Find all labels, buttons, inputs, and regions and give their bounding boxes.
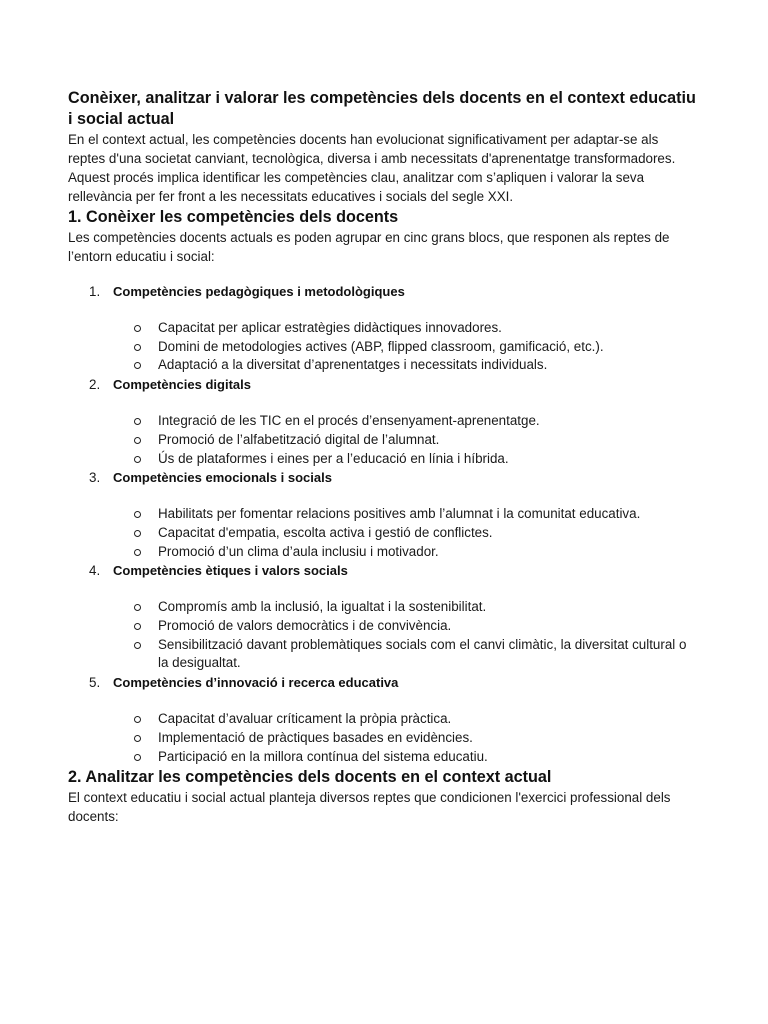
list-item <box>113 338 698 357</box>
list-item <box>113 319 698 338</box>
list-item-text: Adaptació a la diversitat d’aprenentatges i necessitats individuals. <box>158 357 548 373</box>
block-items-list <box>113 319 698 375</box>
competence-block <box>68 468 698 561</box>
list-item-text: Habilitats per fomentar relacions positives amb l’alumnat i la comunitat educativa. <box>158 506 641 522</box>
list-item <box>113 748 698 767</box>
block-number: 4. <box>89 563 101 579</box>
hollow-circle-bullet-icon <box>134 754 141 761</box>
competence-block <box>68 375 698 468</box>
hollow-circle-bullet-icon <box>134 456 141 463</box>
list-item-text: Capacitat per aplicar estratègies didàctiques innovadores. <box>158 320 502 335</box>
block-number: 3. <box>89 470 101 486</box>
competence-block <box>68 282 698 375</box>
hollow-circle-bullet-icon <box>134 418 141 425</box>
list-item <box>113 729 698 748</box>
list-item <box>113 636 698 673</box>
list-item <box>113 710 698 729</box>
block-title: Competències pedagògiques i metodològiques <box>113 284 405 299</box>
block-number: 5. <box>89 675 101 691</box>
list-item-text: Promoció de l’alfabetització digital de l’alumnat. <box>158 431 440 447</box>
list-item-text: Sensibilització davant problemàtiques socials com el canvi climàtic, la diversitat cultural o la desigualtat. <box>158 636 687 671</box>
list-item-text: Integració de les TIC en el procés d’ensenyament-aprenentatge. <box>158 413 540 429</box>
list-item <box>113 450 698 469</box>
block-items-list <box>113 598 698 673</box>
hollow-circle-bullet-icon <box>134 735 141 742</box>
block-title: Competències d’innovació i recerca educativa <box>113 675 399 691</box>
list-item-text: Promoció d’un clima d’aula inclusiu i motivador. <box>158 543 439 559</box>
list-item-text: Implementació de pràctiques basades en evidències. <box>158 729 473 745</box>
section-2-intro: El context educatiu i social actual planteja diversos reptes que condicionen l'exercici professional dels docents: <box>68 790 671 825</box>
competence-block <box>68 673 698 766</box>
section-1-intro: Les competències docents actuals es poden agrupar en cinc grans blocs, que responen als reptes de l’entorn educatiu i social: <box>68 230 670 264</box>
intro-paragraph: En el context actual, les competències docents han evolucionat significativament per adaptar-se als reptes d'una societat canviant, tecnològica, diversa i amb necessitats d'aprenentatge transformadores. Aquest procés implica identificar les competències clau, analitzar com s’apliquen i valorar la seva rellevància per fer front a les necessitats educatives i socials del segle XXI. <box>68 132 676 204</box>
list-item-text: Promoció de valors democràtics i de convivència. <box>158 618 452 634</box>
block-title: Competències ètiques i valors socials <box>113 563 348 579</box>
list-item <box>113 617 698 636</box>
section-2-heading: 2. Analitzar les competències dels docents en el context actual <box>68 768 552 787</box>
hollow-circle-bullet-icon <box>134 344 141 351</box>
list-item <box>113 505 698 524</box>
list-item <box>113 543 698 562</box>
block-items-list <box>113 412 698 468</box>
list-item <box>113 356 698 375</box>
hollow-circle-bullet-icon <box>134 437 141 444</box>
document-title: Conèixer, analitzar i valorar les competències dels docents en el context educatiu i social actual <box>68 89 696 128</box>
section-1-heading: 1. Conèixer les competències dels docents <box>68 208 399 226</box>
competence-blocks-list <box>68 282 698 766</box>
hollow-circle-bullet-icon <box>134 325 141 332</box>
list-item-text: Domini de metodologies actives (ABP, flipped classroom, gamificació, etc.). <box>158 338 604 354</box>
list-item-text: Ús de plataformes i eines per a l’educació en línia i híbrida. <box>158 450 509 466</box>
hollow-circle-bullet-icon <box>134 530 141 537</box>
list-item-text: Compromís amb la inclusió, la igualtat i la sostenibilitat. <box>158 599 487 615</box>
list-item-text: Capacitat d'empatia, escolta activa i gestió de conflictes. <box>158 524 493 540</box>
block-number: 1. <box>89 284 101 299</box>
hollow-circle-bullet-icon <box>134 549 141 556</box>
block-number: 2. <box>89 377 101 393</box>
block-title: Competències digitals <box>113 377 251 393</box>
hollow-circle-bullet-icon <box>134 604 141 611</box>
list-item <box>113 598 698 617</box>
block-title: Competències emocionals i socials <box>113 470 332 486</box>
list-item-text: Capacitat d’avaluar críticament la pròpia pràctica. <box>158 711 452 727</box>
block-items-list <box>113 505 698 561</box>
list-item <box>113 431 698 450</box>
list-item <box>113 412 698 431</box>
hollow-circle-bullet-icon <box>134 716 141 723</box>
list-item-text: Participació en la millora contínua del sistema educatiu. <box>158 748 488 764</box>
hollow-circle-bullet-icon <box>134 362 141 369</box>
block-items-list <box>113 710 698 766</box>
hollow-circle-bullet-icon <box>134 511 141 518</box>
competence-block <box>68 561 698 673</box>
hollow-circle-bullet-icon <box>134 623 141 630</box>
list-item <box>113 524 698 543</box>
hollow-circle-bullet-icon <box>134 642 141 649</box>
